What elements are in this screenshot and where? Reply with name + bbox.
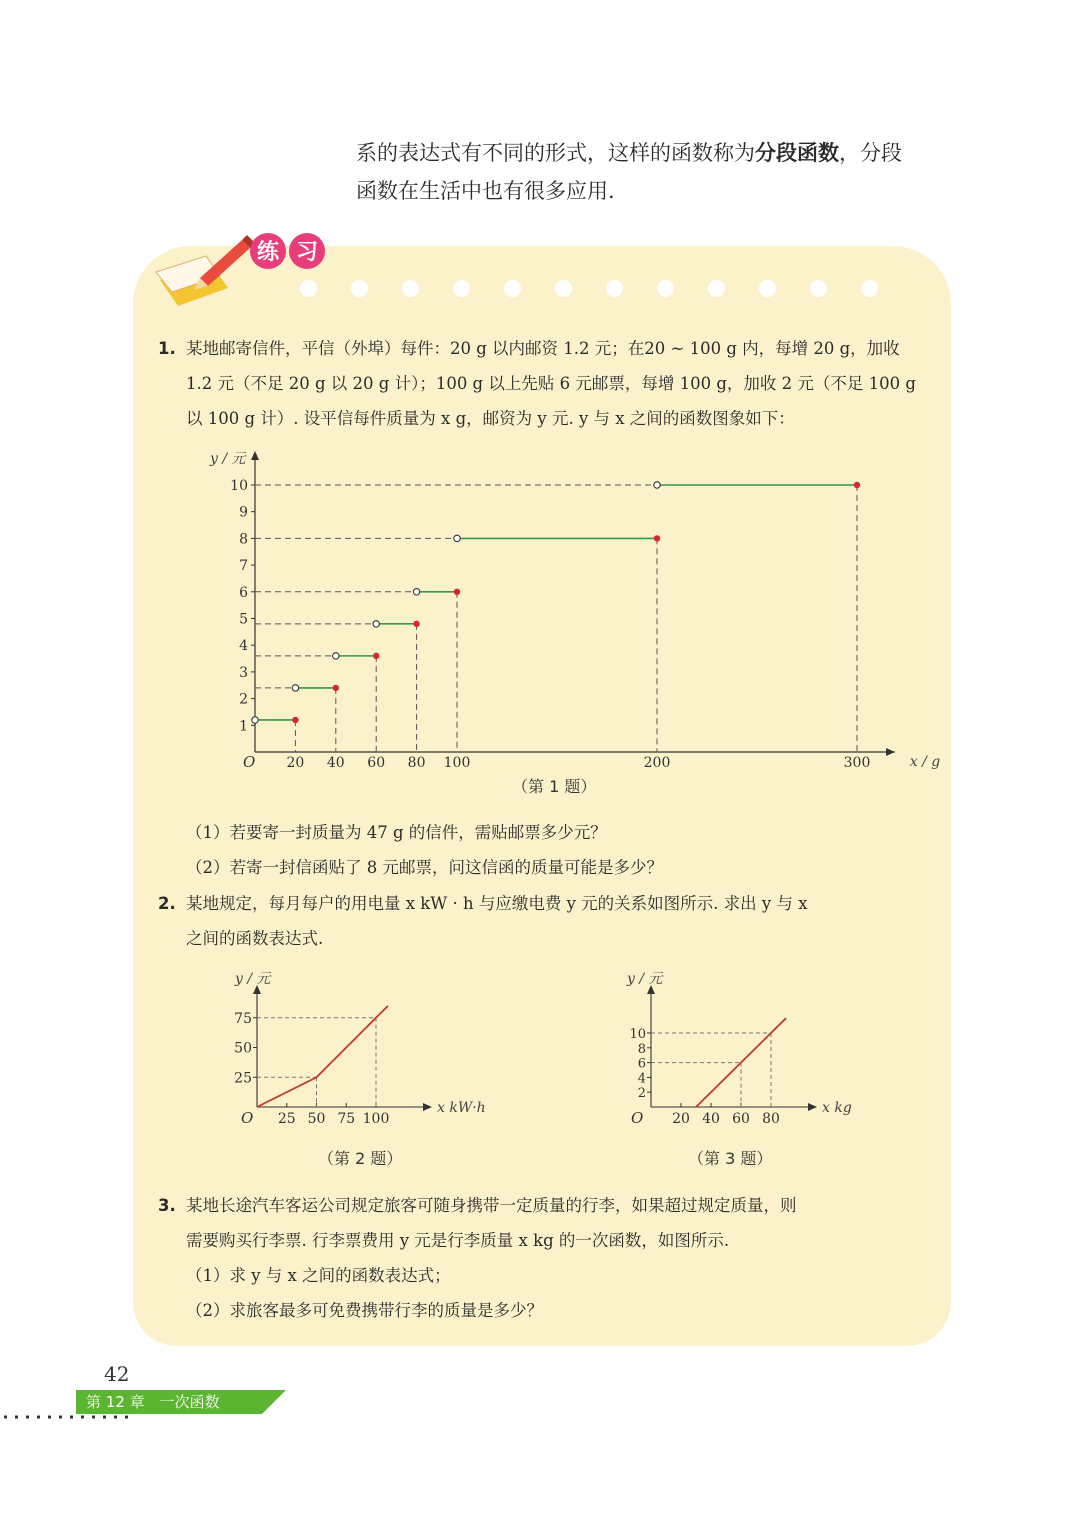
- chapter-title: 第 12 章 一次函数: [86, 1393, 220, 1411]
- open-endpoint: [413, 589, 419, 595]
- x-tick-label: 20: [672, 1111, 690, 1127]
- question-2: [158, 886, 808, 956]
- open-endpoint: [292, 685, 298, 691]
- footer-dots: [0, 1414, 140, 1420]
- x-axis-arrow: [808, 1103, 817, 1111]
- term-piecewise-function: 分段函数: [755, 141, 839, 165]
- subquestion-1-1: （1）若要寄一封质量为 47 g 的信件，需贴邮票多少元？: [186, 823, 607, 842]
- open-endpoint: [333, 653, 339, 659]
- y-tick-label: 5: [239, 611, 248, 628]
- y-tick-label: 6: [239, 584, 248, 601]
- x-tick-label: 100: [443, 755, 471, 771]
- y-tick-label: 10: [629, 1027, 646, 1042]
- question-text: 某地长途汽车客运公司规定旅客可随身携带一定质量的行李，如果超过规定质量，则: [186, 1196, 797, 1215]
- question-text: 某地规定，每月每户的用电量 x kW · h 与应缴电费 y 元的关系如图所示. 求出 y 与 x: [186, 894, 808, 913]
- hole: [606, 280, 623, 297]
- closed-endpoint: [854, 482, 860, 488]
- question-text: 以 100 g 计）. 设平信每件质量为 x g，邮资为 y 元. y 与 x 之间的函数图象如下：: [186, 409, 795, 428]
- figure-caption-q3: （第 3 题）: [688, 1149, 773, 1168]
- page-number: 42: [104, 1362, 130, 1386]
- x-tick-label: 40: [326, 755, 345, 771]
- intro-text: 函数在生活中也有很多应用.: [356, 179, 615, 203]
- y-tick-label: 50: [234, 1040, 252, 1057]
- binder-holes: [300, 280, 900, 298]
- question-number: 2.: [158, 894, 176, 913]
- hole: [759, 280, 776, 297]
- origin-label: O: [243, 753, 256, 771]
- y-tick-label: 4: [637, 1071, 646, 1087]
- hole: [351, 280, 368, 297]
- y-axis-label: y / 元: [235, 971, 271, 987]
- chart-q2-electricity: [225, 965, 525, 1140]
- subquestion-3-2: （2）求旅客最多可免费携带行李的质量是多少？: [186, 1301, 543, 1320]
- question-text: 1.2 元（不足 20 g 以 20 g 计）；100 g 以上先贴 6 元邮票，每增 100 g，加收 2 元（不足 100 g: [186, 374, 916, 393]
- closed-endpoint: [333, 685, 339, 691]
- intro-text: ，分段: [839, 141, 902, 165]
- x-tick-label: 75: [337, 1111, 356, 1127]
- hole: [555, 280, 572, 297]
- question-3: [158, 1188, 797, 1258]
- hole: [504, 280, 521, 297]
- subquestion-1-2: （2）若寄一封信函贴了 8 元邮票，问这信函的质量可能是多少？: [186, 858, 663, 877]
- hole: [708, 280, 725, 297]
- intro-paragraph: [356, 134, 976, 210]
- x-tick-label: 20: [286, 755, 305, 771]
- open-endpoint: [654, 482, 660, 488]
- x-tick-label: 50: [307, 1111, 326, 1127]
- origin-label: O: [241, 1109, 254, 1127]
- y-tick-label: 3: [239, 664, 248, 681]
- badge-char: 练: [256, 239, 280, 265]
- y-tick-label: 1: [239, 718, 248, 735]
- x-tick-label: 80: [407, 755, 426, 771]
- x-tick-label: 60: [367, 755, 386, 771]
- fee-line: [257, 1006, 388, 1107]
- chapter-banner: [76, 1390, 286, 1414]
- closed-endpoint: [454, 589, 460, 595]
- question-number: 1.: [158, 339, 176, 358]
- origin-label: O: [631, 1109, 644, 1127]
- figure-caption-q1: （第 1 题）: [512, 777, 597, 796]
- y-tick-label: 2: [637, 1086, 646, 1102]
- x-axis-label: x kg: [822, 1100, 852, 1116]
- y-tick-label: 2: [239, 691, 248, 708]
- question-number: 3.: [158, 1196, 176, 1215]
- x-tick-label: 40: [702, 1111, 720, 1127]
- x-axis-label: x / g: [909, 754, 941, 770]
- y-tick-label: 8: [239, 531, 248, 548]
- y-tick-label: 6: [637, 1056, 646, 1072]
- question-text: 某地邮寄信件，平信（外埠）每件：20 g 以内邮资 1.2 元；在20 ~ 100 g 内，每增 20 g，加收: [186, 339, 900, 358]
- x-tick-label: 25: [277, 1111, 296, 1127]
- closed-endpoint: [292, 717, 298, 723]
- x-tick-label: 200: [643, 755, 671, 771]
- y-tick-label: 8: [637, 1041, 646, 1057]
- y-tick-label: 9: [239, 504, 248, 521]
- y-tick-label: 25: [234, 1070, 252, 1087]
- chart-q3-luggage: [615, 965, 875, 1140]
- question-text: 需要购买行李票. 行李票费用 y 元是行李质量 x kg 的一次函数，如图所示.: [186, 1231, 730, 1250]
- y-tick-label: 75: [234, 1010, 252, 1027]
- hole: [810, 280, 827, 297]
- x-tick-label: 300: [843, 755, 871, 771]
- figure-caption-q2: （第 2 题）: [318, 1149, 403, 1168]
- open-endpoint: [252, 717, 258, 723]
- pencil-notebook-icon: [156, 235, 255, 306]
- question-text: 之间的函数表达式.: [186, 929, 324, 948]
- chart-q1-postage-steps: [200, 445, 941, 775]
- closed-endpoint: [413, 621, 419, 627]
- closed-endpoint: [373, 653, 379, 659]
- x-axis-arrow: [423, 1103, 432, 1111]
- x-tick-label: 80: [762, 1111, 780, 1127]
- hole: [657, 280, 674, 297]
- y-tick-label: 4: [239, 638, 248, 655]
- y-axis-arrow: [251, 451, 259, 460]
- open-endpoint: [454, 535, 460, 541]
- hole: [861, 280, 878, 297]
- y-tick-label: 7: [239, 558, 248, 575]
- y-tick-label: 10: [230, 478, 248, 494]
- subquestion-3-1: （1）求 y 与 x 之间的函数表达式；: [186, 1266, 451, 1285]
- question-1: [158, 331, 916, 436]
- x-tick-label: 100: [362, 1111, 390, 1127]
- x-tick-label: 60: [732, 1111, 750, 1127]
- badge-char: 习: [295, 239, 319, 265]
- x-axis-label: x kW·h: [437, 1100, 486, 1116]
- x-axis-arrow: [886, 748, 895, 756]
- hole: [402, 280, 419, 297]
- y-axis-label: y / 元: [210, 451, 246, 467]
- intro-text: 系的表达式有不同的形式，这样的函数称为: [356, 141, 755, 165]
- exercise-badge: [150, 228, 340, 308]
- hole: [453, 280, 470, 297]
- y-axis-label: y / 元: [627, 971, 663, 987]
- closed-endpoint: [654, 535, 660, 541]
- open-endpoint: [373, 621, 379, 627]
